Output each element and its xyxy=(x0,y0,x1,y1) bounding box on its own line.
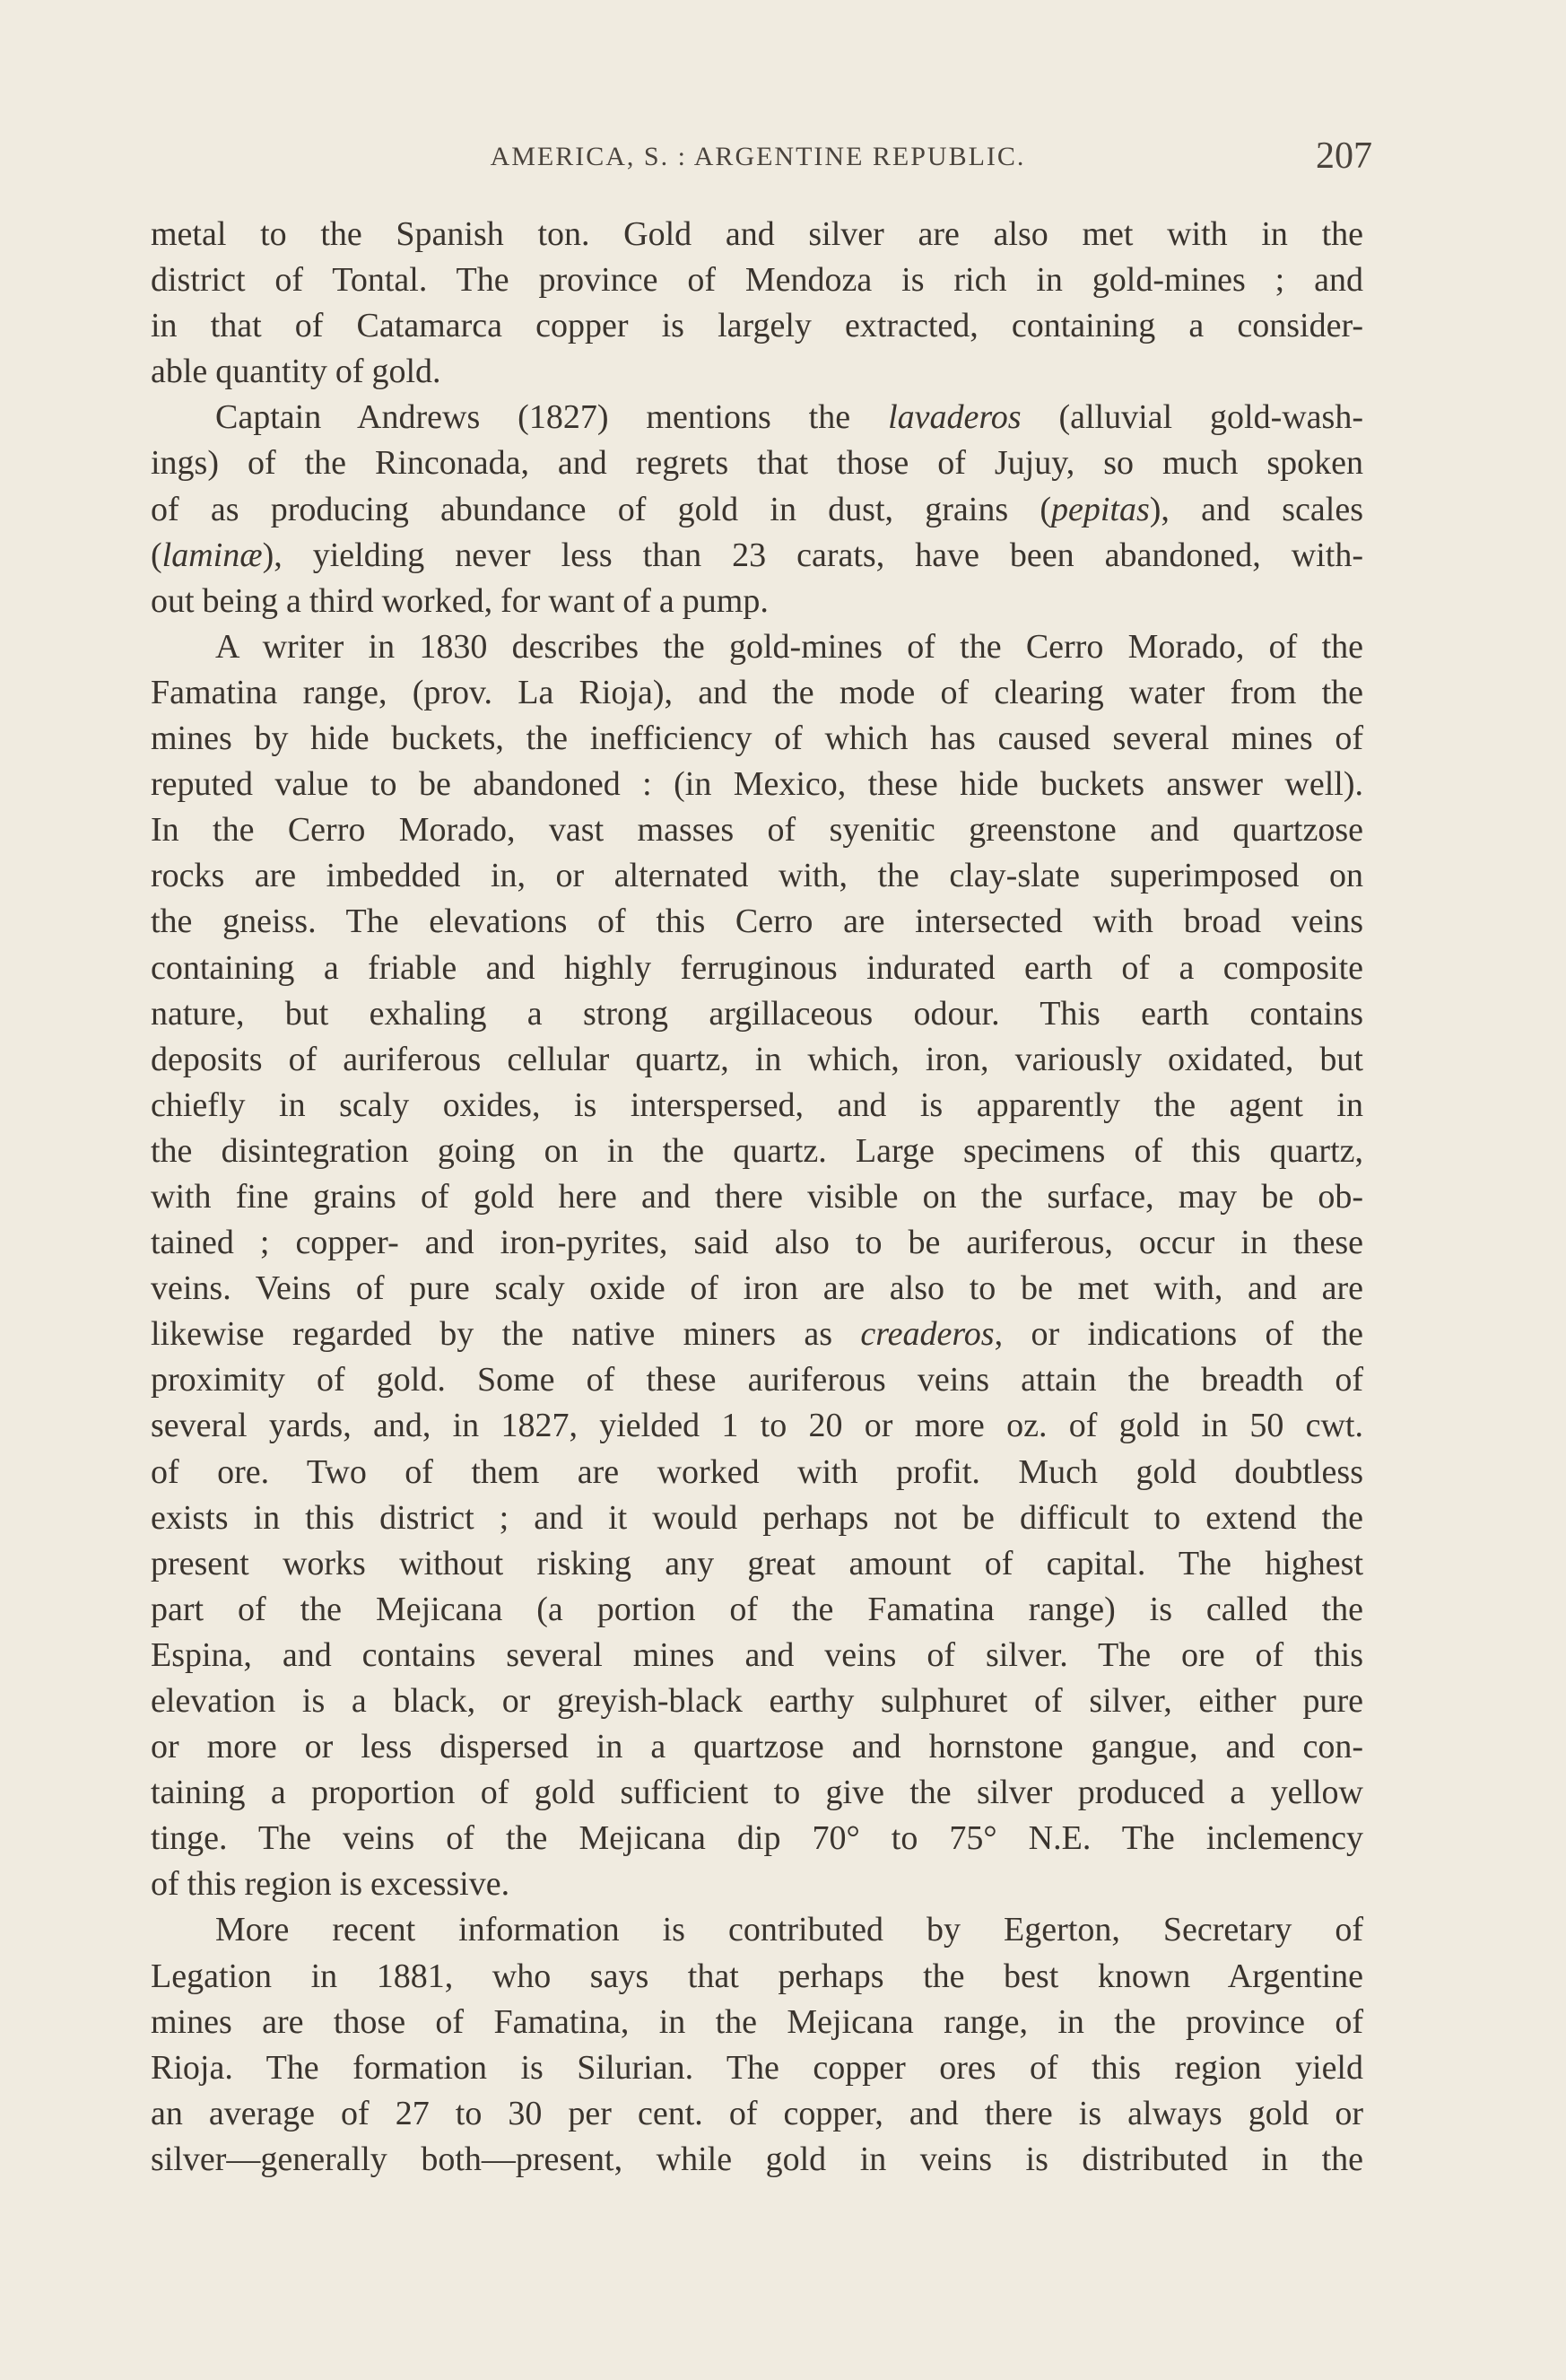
running-head xyxy=(144,135,1372,188)
text-line: chiefly in scaly oxides, is interspersed, and is apparently the agent in xyxy=(151,1085,1363,1124)
text-line: exists in this district ; and it would perhaps not be difficult to extend the xyxy=(151,1498,1363,1537)
text-line: tinge. The veins of the Mejicana dip 70° to 75° N.E. The inclemency xyxy=(151,1819,1363,1858)
text-line: an average of 27 to 30 per cent. of copper, and there is always gold or xyxy=(151,2094,1363,2132)
text-line: Espina, and contains several mines and veins of silver. The ore of this xyxy=(151,1635,1363,1674)
text-line: ings) of the Rinconada, and regrets that those of Jujuy, so much spoken xyxy=(151,444,1363,483)
text-line: district of Tontal. The province of Mendoza is rich in gold-mines ; and xyxy=(151,261,1363,300)
body-text xyxy=(147,212,1363,2183)
text-line: containing a friable and highly ferruginous indurated earth of a composite xyxy=(151,948,1363,987)
text-line: (laminæ), yielding never less than 23 carats, have been abandoned, with- xyxy=(151,536,1363,574)
text-line: taining a proportion of gold sufficient to give the silver produced a yellow xyxy=(151,1774,1363,1812)
text-line: rocks are imbedded in, or alternated with, the clay-slate superimposed on xyxy=(151,857,1363,895)
text-line: deposits of auriferous cellular quartz, in which, iron, variously oxidated, but xyxy=(151,1040,1363,1078)
text-line: In the Cerro Morado, vast masses of syenitic greenstone and quartzose xyxy=(151,811,1363,850)
text-line: with fine grains of gold here and there visible on the surface, may be ob- xyxy=(151,1177,1363,1216)
text-line: veins. Veins of pure scaly oxide of iron are also to be met with, and are xyxy=(151,1269,1363,1308)
text-line: able quantity of gold. xyxy=(151,353,441,391)
text-line: mines by hide buckets, the inefficiency of which has caused several mines of xyxy=(151,719,1363,758)
text-line: Legation in 1881, who says that perhaps the best known Argentine xyxy=(151,1957,1363,1995)
text-line: elevation is a black, or greyish-black earthy sulphuret of silver, either pure xyxy=(151,1682,1363,1720)
text-line: likewise regarded by the native miners as creaderos, or indications of the xyxy=(151,1315,1363,1354)
running-title: AMERICA, S. : ARGENTINE REPUBLIC. xyxy=(490,142,1026,171)
text-line: metal to the Spanish ton. Gold and silver are also met with in the xyxy=(151,215,1363,253)
text-line: of ore. Two of them are worked with profit. Much gold doubtless xyxy=(151,1452,1363,1491)
text-line: out being a third worked, for want of a pump. xyxy=(151,581,769,620)
text-line: in that of Catamarca copper is largely extracted, containing a consider- xyxy=(151,307,1363,345)
text-line: the gneiss. The elevations of this Cerro are intersected with broad veins xyxy=(151,902,1363,941)
text-line: silver—generally both—present, while gold in veins is distributed in the xyxy=(151,2140,1363,2178)
text-line: mines are those of Famatina, in the Mejicana range, in the province of xyxy=(151,2002,1363,2041)
text-line: part of the Mejicana (a portion of the Famatina range) is called the xyxy=(151,1590,1363,1628)
page-number: 207 xyxy=(1316,135,1372,177)
text-line: the disintegration going on in the quartz. Large specimens of this quartz, xyxy=(151,1131,1363,1170)
text-line: of this region is excessive. xyxy=(151,1865,510,1904)
text-line: of as producing abundance of gold in dust, grains (pepitas), and scales xyxy=(151,490,1363,528)
text-line: More recent information is contributed by Egerton, Secretary of xyxy=(215,1911,1363,1949)
text-line: several yards, and, in 1827, yielded 1 to 20 or more oz. of gold in 50 cwt. xyxy=(151,1407,1363,1445)
text-line: nature, but exhaling a strong argillaceous odour. This earth contains xyxy=(151,994,1363,1033)
text-line: A writer in 1830 describes the gold-mines of the Cerro Morado, of the xyxy=(215,627,1363,666)
text-line: Famatina range, (prov. La Rioja), and the mode of clearing water from the xyxy=(151,673,1363,711)
text-line: reputed value to be abandoned : (in Mexico, these hide buckets answer well). xyxy=(151,765,1363,804)
text-line: Rioja. The formation is Silurian. The copper ores of this region yield xyxy=(151,2048,1363,2087)
text-line: or more or less dispersed in a quartzose and hornstone gangue, and con- xyxy=(151,1728,1363,1766)
text-line: present works without risking any great amount of capital. The highest xyxy=(151,1544,1363,1582)
text-line: Captain Andrews (1827) mentions the lavaderos (alluvial gold-wash- xyxy=(215,398,1363,437)
text-line: tained ; copper- and iron-pyrites, said also to be auriferous, occur in these xyxy=(151,1224,1363,1262)
text-line: proximity of gold. Some of these auriferous veins attain the breadth of xyxy=(151,1361,1363,1399)
